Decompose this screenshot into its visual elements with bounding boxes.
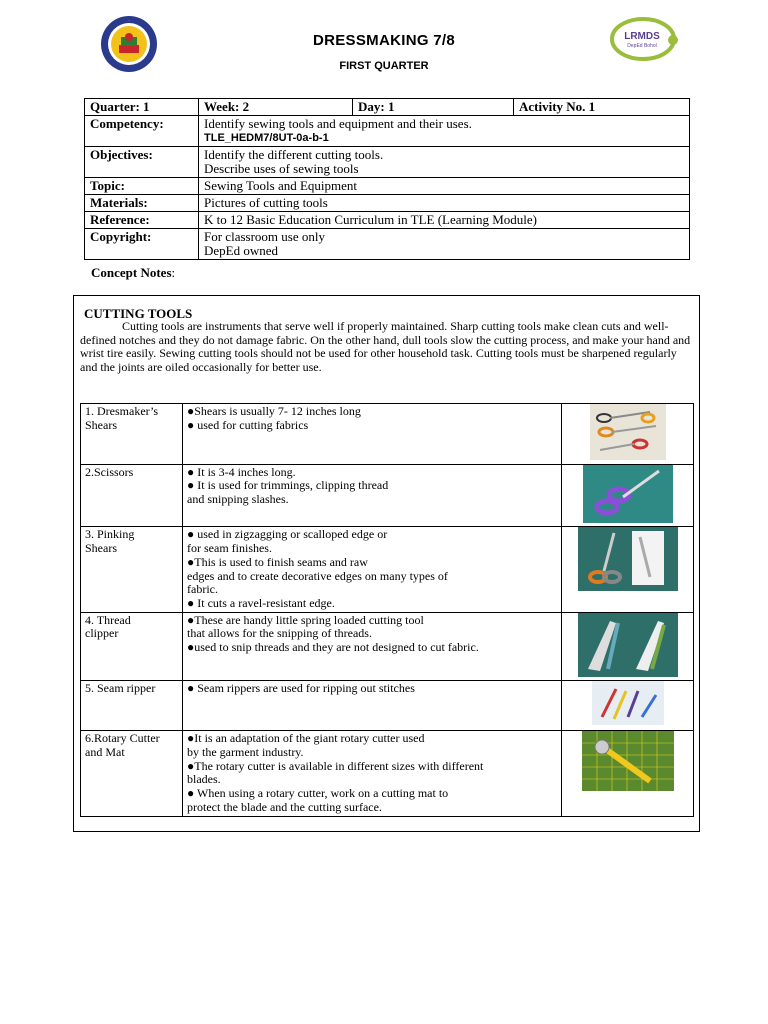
cutting-tools-paragraph: Cutting tools are instruments that serve well if properly maintained. Sharp cutting tools make clean cuts and well-defined notches and they do not damage fabric. On the other hand, dull tools slow the cutting process, and make your hand and wrist tire easily. Sewing cutting tools should not be used for other household task. Cutting tools must be sharpened regularly and the joints are oiled occasionally for better use. xyxy=(80,319,691,375)
materials-label: Materials: xyxy=(85,195,199,212)
tool-name-line: 5. Seam ripper xyxy=(85,681,156,696)
table-row xyxy=(85,229,690,260)
table-row xyxy=(81,731,694,816)
competency-label: Competency: xyxy=(85,116,199,147)
description-line: blades. xyxy=(187,772,221,787)
concept-notes-label: Concept Notes xyxy=(91,265,172,280)
description-line: ● Seam rippers are used for ripping out stitches xyxy=(187,681,415,696)
lesson-info-table xyxy=(84,98,690,260)
table-row xyxy=(85,212,690,229)
cutting-tools-title: CUTTING TOOLS xyxy=(84,306,193,321)
description-line: that allows for the snipping of threads. xyxy=(187,626,372,641)
description-line: for seam finishes. xyxy=(187,541,272,556)
copyright-line: For classroom use only xyxy=(204,229,325,244)
tool-picture-cell xyxy=(562,527,694,612)
description-line: ●These are handy little spring loaded cutting tool xyxy=(187,612,424,627)
tool-name xyxy=(81,731,183,816)
table-row xyxy=(81,404,694,465)
tool-picture-cell xyxy=(562,731,694,816)
table-row xyxy=(81,681,694,731)
tool-name-line: Shears xyxy=(85,541,117,556)
description-line: fabric. xyxy=(187,582,218,597)
table-row xyxy=(81,527,694,612)
svg-text:·: · xyxy=(128,18,130,23)
tool-description xyxy=(183,731,562,816)
svg-text:DepEd Bohol: DepEd Bohol xyxy=(627,43,657,49)
tool-name-line: 6.Rotary Cutter xyxy=(85,731,160,746)
description-line: ●The rotary cutter is available in different sizes with different xyxy=(187,758,484,773)
tool-name-line: Shears xyxy=(85,417,117,432)
thread-clipper-photo xyxy=(578,613,678,677)
description-line: ● It is 3-4 inches long. xyxy=(187,464,296,479)
tool-picture-cell xyxy=(562,612,694,681)
tool-description xyxy=(183,527,562,612)
tool-picture-cell xyxy=(562,404,694,465)
day-cell: Day: 1 xyxy=(353,99,514,116)
description-line: ● It is used for trimmings, clipping thread xyxy=(187,478,389,493)
table-row xyxy=(81,612,694,681)
objectives-value xyxy=(199,147,690,178)
scissors-photo xyxy=(583,465,673,523)
document-title: DRESSMAKING 7/8 xyxy=(312,32,456,49)
tool-description xyxy=(183,404,562,465)
tool-name-line: 3. Pinking xyxy=(85,527,135,542)
week-cell: Week: 2 xyxy=(199,99,353,116)
copyright-label: Copyright: xyxy=(85,229,199,260)
objective-line: Describe uses of sewing tools xyxy=(204,161,359,176)
table-row xyxy=(85,178,690,195)
competency-text: Identify sewing tools and equipment and their uses. xyxy=(204,116,472,131)
rotary-cutter-photo xyxy=(582,731,674,791)
description-line: and snipping slashes. xyxy=(187,492,289,507)
objectives-label: Objectives: xyxy=(85,147,199,178)
tool-picture-cell xyxy=(562,464,694,527)
tool-name-line: 4. Thread xyxy=(85,612,131,627)
concept-notes-heading xyxy=(91,265,175,281)
topic-label: Topic: xyxy=(85,178,199,195)
tool-name xyxy=(81,681,183,731)
cutting-tools-box xyxy=(73,295,700,832)
description-line: protect the blade and the cutting surface. xyxy=(187,799,382,814)
description-line: ●This is used to finish seams and raw xyxy=(187,554,368,569)
shears-photo xyxy=(590,404,666,460)
topic-value: Sewing Tools and Equipment xyxy=(199,178,690,195)
objective-line: Identify the different cutting tools. xyxy=(204,147,384,162)
tool-name-line: clipper xyxy=(85,626,119,641)
competency-code: TLE_HEDM7/8UT-0a-b-1 xyxy=(204,132,329,144)
copyright-line: DepEd owned xyxy=(204,243,279,258)
description-line: ●It is an adaptation of the giant rotary cutter used xyxy=(187,731,425,746)
table-row xyxy=(85,195,690,212)
table-row xyxy=(85,99,690,116)
pinking-shears-photo xyxy=(578,527,678,591)
tool-name-line: 2.Scissors xyxy=(85,464,134,479)
cutting-tools-table xyxy=(80,403,694,817)
table-row xyxy=(81,464,694,527)
description-line: ● It cuts a ravel-resistant edge. xyxy=(187,595,335,610)
seam-ripper-photo xyxy=(592,681,664,725)
tool-description xyxy=(183,681,562,731)
tool-name xyxy=(81,464,183,527)
table-row xyxy=(85,116,690,147)
description-line: ● used in zigzagging or scalloped edge or xyxy=(187,527,388,542)
description-line: ● used for cutting fabrics xyxy=(187,417,309,432)
concept-notes-colon: : xyxy=(171,265,176,280)
tool-name-line: and Mat xyxy=(85,745,125,760)
copyright-value xyxy=(199,229,690,260)
table-row xyxy=(85,147,690,178)
reference-value: K to 12 Basic Education Curriculum in TLE (Learning Module) xyxy=(199,212,690,229)
tool-name xyxy=(81,612,183,681)
tool-description xyxy=(183,464,562,527)
materials-value: Pictures of cutting tools xyxy=(199,195,690,212)
description-line: edges and to create decorative edges on many types of xyxy=(187,568,448,583)
tool-name xyxy=(81,527,183,612)
document-subtitle: FIRST QUARTER xyxy=(339,60,429,72)
svg-text:LRMDS: LRMDS xyxy=(624,31,660,42)
description-line: ●used to snip threads and they are not designed to cut fabric. xyxy=(187,640,479,655)
reference-label: Reference: xyxy=(85,212,199,229)
description-line: by the garment industry. xyxy=(187,745,304,760)
quarter-cell: Quarter: 1 xyxy=(85,99,199,116)
activity-cell: Activity No. 1 xyxy=(514,99,690,116)
description-line: ●Shears is usually 7- 12 inches long xyxy=(187,404,361,418)
tool-name-line: 1. Dresmaker’s xyxy=(85,404,159,418)
tool-picture-cell xyxy=(562,681,694,731)
competency-value xyxy=(199,116,690,147)
tool-description xyxy=(183,612,562,681)
tool-name xyxy=(81,404,183,465)
description-line: ● When using a rotary cutter, work on a cutting mat to xyxy=(187,786,449,801)
